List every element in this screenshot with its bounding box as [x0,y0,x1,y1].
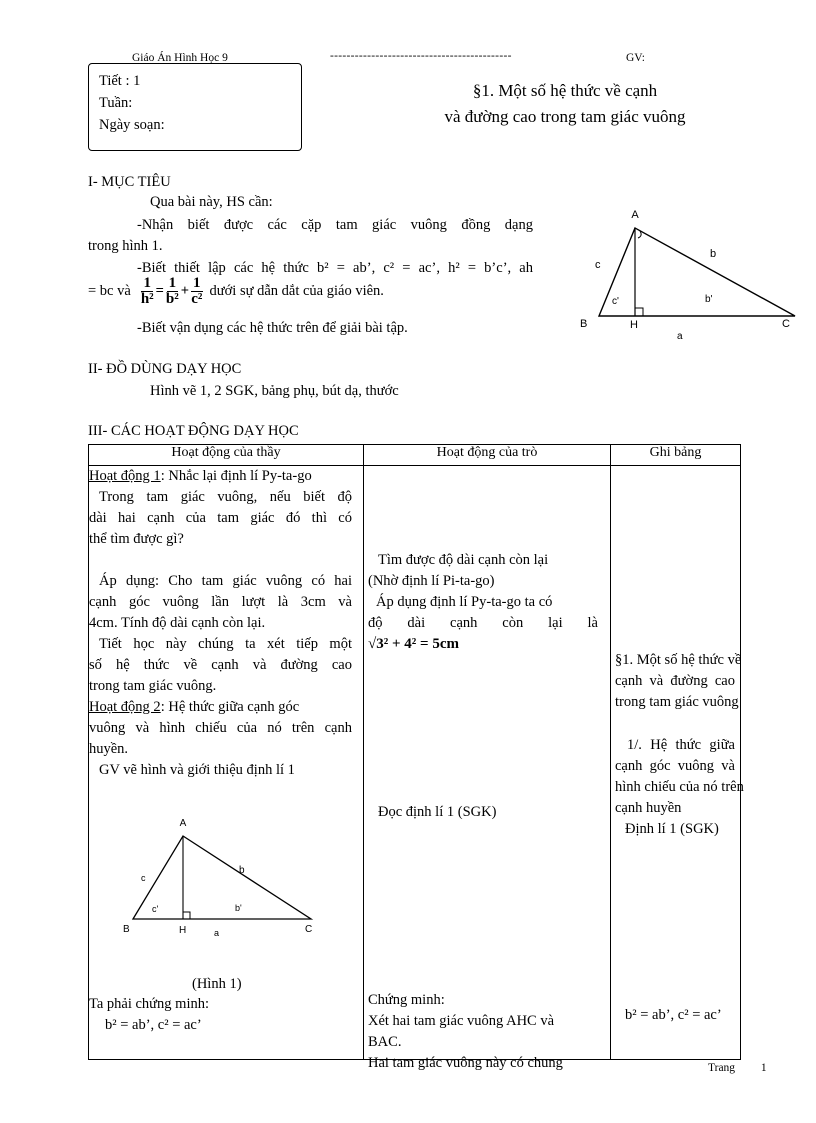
board-notes-cell [611,466,744,1060]
fraction-1-over-c2: $\frac{1}{\text{c²}}$ [191,275,203,307]
objective-2a: -Biết thiết lập các hệ thức b² = ab’, c² = ac’, h² = b’c’, ah [137,260,533,276]
objective-2b-pre: = bc và [88,283,131,299]
teacher-label: GV: [626,52,645,64]
board-line: hình chiếu của nó trên [615,779,744,795]
right-angle-mark-a [638,231,641,238]
objective-3: -Biết vận dụng các hệ thức trên để giải bài tập. [137,320,408,336]
teacher-line: Áp dụng: Cho tam giác vuông có hai [99,573,352,589]
student-line: Chứng minh: [368,992,445,1008]
objectives-intro: Qua bài này, HS cần: [150,194,273,210]
student-line: Xét hai tam giác vuông AHC và [368,1013,555,1029]
label-c: c [141,873,146,883]
label-H: H [179,925,187,936]
materials-list: Hình vẽ 1, 2 SGK, bảng phụ, bút dạ, thước [150,383,399,399]
board-line: cạnh huyền [615,800,682,816]
teacher-line: Ta phải chứng minh: [89,996,210,1012]
title-line-2: và đường cao trong tam giác vuông [444,107,686,126]
label-B: B [123,924,130,935]
triangle-abc [133,836,311,919]
label-C: C [782,318,790,330]
header-dashes: -------------------------------------------- [330,50,512,62]
right-triangle-figure-top [570,205,810,345]
objective-2b-post: dưới sự dẫn dắt của giáo viên. [209,283,384,299]
board-line: §1. Một số hệ thức về [615,652,742,668]
teacher-line: số hệ thức về cạnh và đường cao [89,657,352,673]
teacher-line: dài hai cạnh của tam giác đó thì có [89,510,352,526]
right-angle-mark-h [183,912,190,919]
label-b: b [710,248,717,260]
label-A: A [179,818,187,829]
teacher-line: Tiết học này chúng ta xét tiếp một [99,636,352,652]
label-H: H [630,319,638,331]
objective-2b: = bc và $\frac{1}{\text{h²}}$ = $\frac{1}{\text{b²}}$ + $\frac{1}{\text{c²}}$ dưới sự dẫn dắt của giáo viên. [88,275,384,307]
teacher-formula: b² = ab’, c² = ac’ [105,1017,202,1033]
student-line: Tìm được độ dài cạnh còn lại [378,552,549,568]
teacher-line: cạnh góc vuông lần lượt là 3cm và [89,594,352,610]
label-C: C [305,924,313,935]
teacher-line: GV vẽ hình và giới thiệu định lí 1 [99,762,295,778]
student-line: BAC. [368,1034,402,1050]
triangle-abc [599,228,795,316]
section-objectives-heading: I- MỤC TIÊU [88,174,171,190]
board-line: 1/. Hệ thức giữa [627,737,735,753]
page-number: 1 [760,1062,767,1074]
label-b-prime: b' [235,903,242,913]
document-subject: Giáo Án Hình Học 9 [132,52,228,64]
lesson-title [355,78,775,130]
week-field: Tuần: [99,95,133,111]
board-line: cạnh góc vuông và [615,758,735,774]
label-b-prime: b' [705,294,713,305]
section-materials-heading: II- ĐỒ DÙNG DẠY HỌC [88,361,242,377]
pythagoras-result: √3² + 4² = 5cm [368,636,459,652]
label-a: a [214,928,220,938]
fraction-1-over-b2: $\frac{1}{\text{b²}}$ [165,275,179,307]
figure-1-caption: (Hình 1) [192,976,242,992]
teacher-line: trong tam giác vuông. [89,678,217,694]
teacher-line: vuông và hình chiếu của nó trên cạnh [89,720,352,736]
board-formula: b² = ab’, c² = ac’ [625,1007,722,1023]
fraction-1-over-h2: $\frac{1}{\text{h²}}$ [140,275,154,307]
header-teacher-activity: Hoạt động của thầy [89,445,364,466]
teacher-line: Trong tam giác vuông, nếu biết độ [99,489,352,505]
teacher-line: huyền. [89,741,129,757]
student-line: độ dài cạnh còn lại là [368,615,598,631]
board-line: Định lí 1 (SGK) [625,821,719,837]
student-line: (Nhờ định lí Pi-ta-go) [368,573,495,589]
student-line: Hai tam giác vuông này có chung [368,1055,563,1071]
teacher-line: 4cm. Tính độ dài cạnh còn lại. [89,615,266,631]
title-line-1: §1. Một số hệ thức về cạnh [472,81,658,100]
teacher-activity-cell [89,466,364,1060]
section-activities-heading: III- CÁC HOẠT ĐỘNG DẠY HỌC [88,423,299,439]
label-b: b [239,865,245,876]
label-A: A [631,209,639,221]
header-board-notes: Ghi bảng [611,445,741,466]
board-line: cạnh và đường cao [615,673,735,689]
label-B: B [580,318,588,330]
prepared-date-field: Ngày soạn: [99,117,165,133]
label-c-prime: c' [612,296,619,307]
table-content-row [89,466,741,1060]
teacher-line: thể tìm được gì? [89,531,184,547]
table-header-row [89,445,741,466]
label-c: c [595,259,601,271]
label-a: a [677,331,683,342]
student-line: Áp dụng định lí Py-ta-go ta có [376,594,553,610]
header-student-activity: Hoạt động của trò [364,445,611,466]
label-c-prime: c' [152,904,159,914]
right-angle-mark-h [635,308,643,316]
page-footer [708,1062,767,1074]
board-line: trong tam giác vuông [615,694,739,710]
activity-2-heading: Hoạt động 2: Hệ thức giữa cạnh góc [89,699,300,715]
objective-1a: -Nhận biết được các cặp tam giác vuông đồng dạng [137,217,533,233]
student-activity-cell [364,466,611,1071]
lesson-info-box [88,63,302,151]
objective-1b: trong hình 1. [88,238,163,254]
lesson-number: Tiết : 1 [99,73,141,89]
activity-1-heading: Hoạt động 1: Nhắc lại định lí Py-ta-go [89,468,312,484]
page-label: Trang [708,1062,736,1074]
right-triangle-figure-1 [117,808,327,938]
student-line: Đọc định lí 1 (SGK) [378,804,497,820]
